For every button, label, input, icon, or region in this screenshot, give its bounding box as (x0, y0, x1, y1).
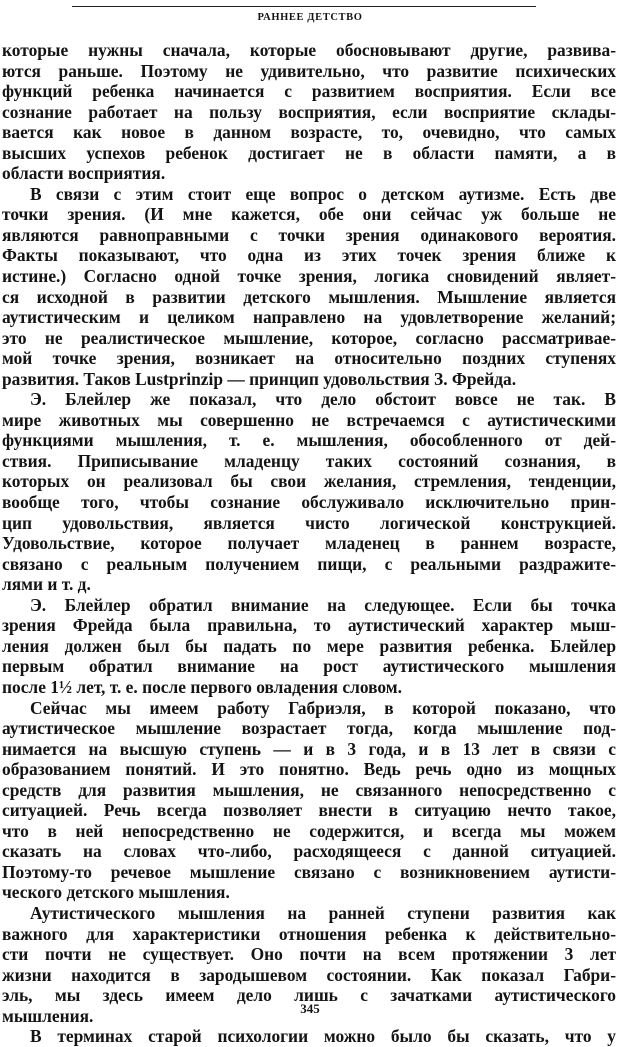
text-line: В связи с этим стоит еще вопрос о детском аутизме. Есть две (30, 183, 616, 204)
paragraph (2, 40, 616, 184)
paragraph (2, 698, 616, 903)
text-line: лями и т. д. (2, 574, 91, 595)
text-line: сознание работает на пользу восприятия, если восприятие склады- (2, 101, 616, 122)
text-line: высших успехов ребенок достигает не в области памяти, а в (2, 142, 616, 163)
text-line: жизни находится в зародышевом состоянии. Как показал Габри- (2, 964, 616, 985)
text-line: важного для характеристики отношения ребенка к действительно- (2, 923, 616, 944)
text-line: которые нужны сначала, которые обосновывают другие, развива- (2, 40, 616, 60)
text-line: Удовольствие, которое получает младенец в раннем возрасте, (2, 533, 616, 554)
text-line: ления должен был бы падать по мере развития ребенка. Блейлер (2, 635, 616, 656)
text-line: области восприятия. (2, 163, 166, 184)
text-line: что в ней непосредственно не содержится, и всегда мы можем (2, 820, 616, 841)
text-line: Аутистического мышления на ранней ступени развития как (30, 902, 616, 923)
text-line: образованием понятий. И это понятно. Ведь речь одно из мощных (2, 759, 616, 780)
paragraph (2, 184, 616, 389)
text-line: которых он реализовал бы свои желания, стремления, тенденции, (2, 471, 616, 492)
text-line: первым обратил внимание на рост аутистического мышления (2, 656, 616, 677)
text-line: это не реалистическое мышление, которое, согласно рассматривае- (2, 327, 616, 348)
text-line: Сейчас мы имеем работу Габриэля, в которой показано, что (30, 697, 616, 718)
text-line: связано с реальным получением пищи, с реальными раздражите- (2, 553, 616, 574)
text-line: зрения Фрейда была правильна, то аутистический характер мыш- (2, 615, 616, 636)
text-line: вообще того, чтобы сознание обслуживало исключительно прин- (2, 492, 616, 513)
text-line: мой точке зрения, возникает на относительно поздних ступенях (2, 348, 616, 369)
text-line: развития. Таков Lustprinzip — принцип удовольствия З. Фрейда. (2, 368, 517, 389)
text-line: сказать на словах что-либо, расходящееся с данной ситуацией. (2, 841, 616, 862)
text-line: аутистическим и целиком направлено на удовлетворение желаний; (2, 307, 616, 328)
text-line: ся исходной в развитии детского мышления. Мышление является (2, 286, 616, 307)
text-line: ческого детского мышления. (2, 882, 230, 903)
text-line: сти почти не существует. Оно почти на всем протяжении 3 лет (2, 944, 616, 965)
text-line: являются равноправными с точки зрения одинакового вероятия. (2, 224, 616, 245)
page-number: 345 (300, 1001, 320, 1016)
text-line: ются раньше. Поэтому не удивительно, что развитие психических (2, 60, 616, 81)
text-line: средств для развития мышления, не связанного непосредственно с (2, 779, 616, 800)
text-line: вается как новое в данном возрасте, то, очевидно, что самых (2, 122, 616, 143)
text-line: функциями мышления, т. е. мышления, обособленного от дей- (2, 430, 616, 451)
text-line: В терминах старой психологии можно было бы сказать, что у (30, 1026, 616, 1047)
text-line: цип удовольствия, является чисто логической конструкцией. (2, 512, 616, 533)
running-head: РАННЕЕ ДЕТСТВО (257, 12, 363, 23)
text-line: после 1½ лет, т. е. после первого овладения словом. (2, 676, 402, 697)
text-line: ствия. Приписывание младенцу таких состояний сознания, в (2, 450, 616, 471)
text-line: нимается на высшую ступень — и в 3 года, и в 13 лет в связи с (2, 738, 616, 759)
text-line: точки зрения. (И мне кажется, обе они сейчас уж больше не (2, 204, 616, 225)
body-text (2, 40, 616, 1047)
text-line: аутистическое мышление возрастает тогда, когда мышление под- (2, 718, 616, 739)
text-line: функций ребенка начинается с развитием восприятия. Если все (2, 81, 616, 102)
text-line: ситуацией. Речь всегда позволяет внести в ситуацию нечто такое, (2, 800, 616, 821)
text-line: Поэтому-то речевое мышление связано с возникновением аутисти- (2, 861, 616, 882)
text-line: истине.) Согласно одной точке зрения, логика сновидений являет- (2, 266, 616, 287)
text-line: Э. Блейлер обратил внимание на следующее. Если бы точка (30, 594, 616, 615)
text-line: мире животных мы совершенно не встречаемся с аутистическими (2, 409, 616, 430)
text-line: Э. Блейлер же показал, что дело обстоит вовсе не так. В (30, 389, 616, 410)
header-rule (72, 6, 536, 7)
paragraph (2, 595, 616, 698)
text-line: мышления. (2, 1005, 94, 1026)
paragraph (2, 1026, 616, 1047)
text-line: Факты показывают, что одна из этих точек зрения ближе к (2, 245, 616, 266)
paragraph (2, 389, 616, 594)
text-line: эль, мы здесь имеем дело лишь с зачатками аутистического (2, 985, 616, 1006)
